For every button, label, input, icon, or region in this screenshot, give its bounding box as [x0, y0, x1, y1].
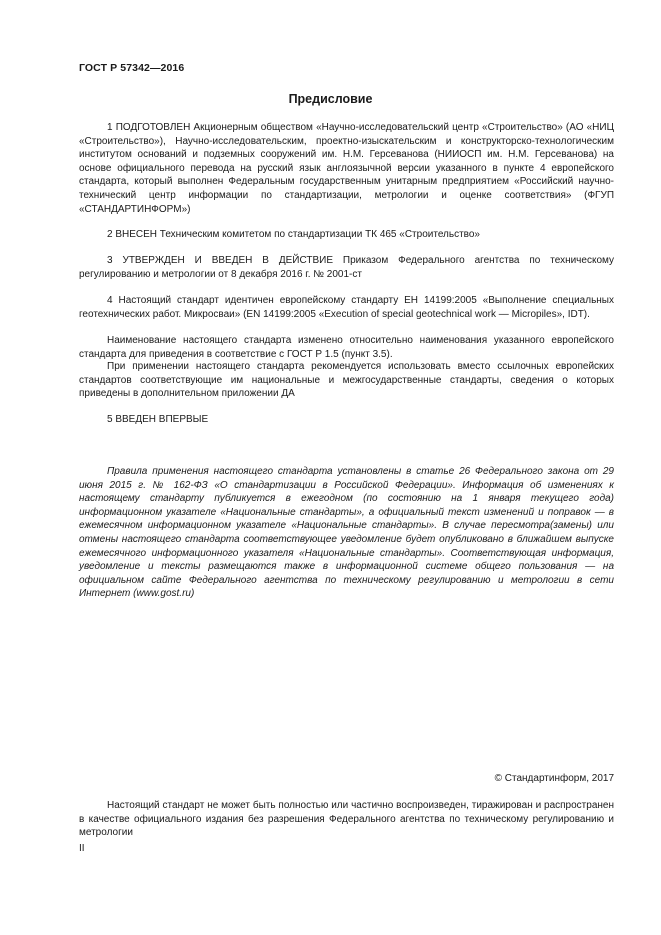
paragraph-2-text: 2 ВНЕСЕН Техническим комитетом по стандартизации ТК 465 «Строительство»	[107, 229, 480, 240]
paragraph-2	[79, 228, 614, 242]
copyright: © Стандартинформ, 2017	[494, 773, 614, 784]
standard-code: ГОСТ Р 57342—2016	[79, 62, 185, 74]
reproduction-notice-text: Настоящий стандарт не может быть полностью или частично воспроизведен, тиражирован и распространен в качестве официального издания без разрешения Федерального агентства по техническому регулированию и метрологии	[79, 800, 614, 839]
reproduction-notice	[79, 799, 614, 840]
paragraph-1-text: 1 ПОДГОТОВЛЕН Акционерным обществом «Научно-исследовательский центр «Строительство» (АО «НИЦ «Строительство»), Научно-исследовательским, проектно-изыскательским и конструкторско-технологическим институтом оснований и подземных сооружений им. Н.М. Герсеванова (НИИОСП им. Н.М. Герсеванова) на основе официального перевода на русский язык англоязычной версии указанного в пункте 4 европейского стандарта, который выполнен Федеральным государственным унитарным предприятием «Российский научно-технический центр информации по стандартизации, метрологии и оценке соответствия» (ФГУП «СТАНДАРТИНФОРМ»)	[79, 122, 614, 215]
paragraph-5-text: 5 ВВЕДЕН ВПЕРВЫЕ	[107, 414, 209, 425]
application-rules-notice-text: Правила применения настоящего стандарта установлены в статье 26 Федерального закона от 29 июня 2015 г. № 162-ФЗ «О стандартизации в Российской Федерации». Информация об изменениях к настоящему стандарту публикуется в ежегодном (по состоянию на 1 января текущего года) информационном указателе «Национальные стандарты», а официальный текст изменений и поправок — в ежемесячном информационном указателе «Национальные стандарты». В случае пересмотра(замены) или отмены настоящего стандарта соответствующее уведомление будет опубликовано в ближайшем выпуске ежемесячного информационного указателя «Национальные стандарты». Соответствующая информация, уведомление и тексты размещаются также в информационной системе общего пользования — на официальном сайте Федерального агентства по техническому регулированию и метрологии в сети Интернет (www.gost.ru)	[79, 466, 614, 600]
page-number: II	[79, 843, 85, 854]
paragraph-3-text: 3 УТВЕРЖДЕН И ВВЕДЕН В ДЕЙСТВИЕ Приказом Федерального агентства по техническому регулированию и метрологии от 8 декабря 2016 г. № 2001-ст	[79, 255, 614, 280]
application-rules-notice	[79, 465, 614, 601]
paragraph-4	[79, 294, 614, 321]
page-title: Предисловие	[288, 92, 373, 106]
paragraph-1	[79, 121, 614, 216]
paragraph-5	[79, 413, 614, 427]
paragraph-4-name-change-text: Наименование настоящего стандарта изменено относительно наименования указанного европейского стандарта для приведения в соответствие с ГОСТ Р 1.5 (пункт 3.5).	[79, 335, 614, 360]
paragraph-4-references-text: При применении настоящего стандарта рекомендуется использовать вместо ссылочных европейских стандартов соответствующие им национальные и межгосударственные стандарты, сведения о которых приведены в дополнительном приложении ДА	[79, 361, 614, 400]
paragraph-4-name-change	[79, 334, 614, 361]
paragraph-4-text: 4 Настоящий стандарт идентичен европейскому стандарту ЕН 14199:2005 «Выполнение специальных геотехнических работ. Микросваи» (EN 14199:2005 «Execution of special geotechnical work — Micropiles», IDT).	[79, 295, 614, 320]
paragraph-4-references	[79, 360, 614, 401]
paragraph-3	[79, 254, 614, 281]
